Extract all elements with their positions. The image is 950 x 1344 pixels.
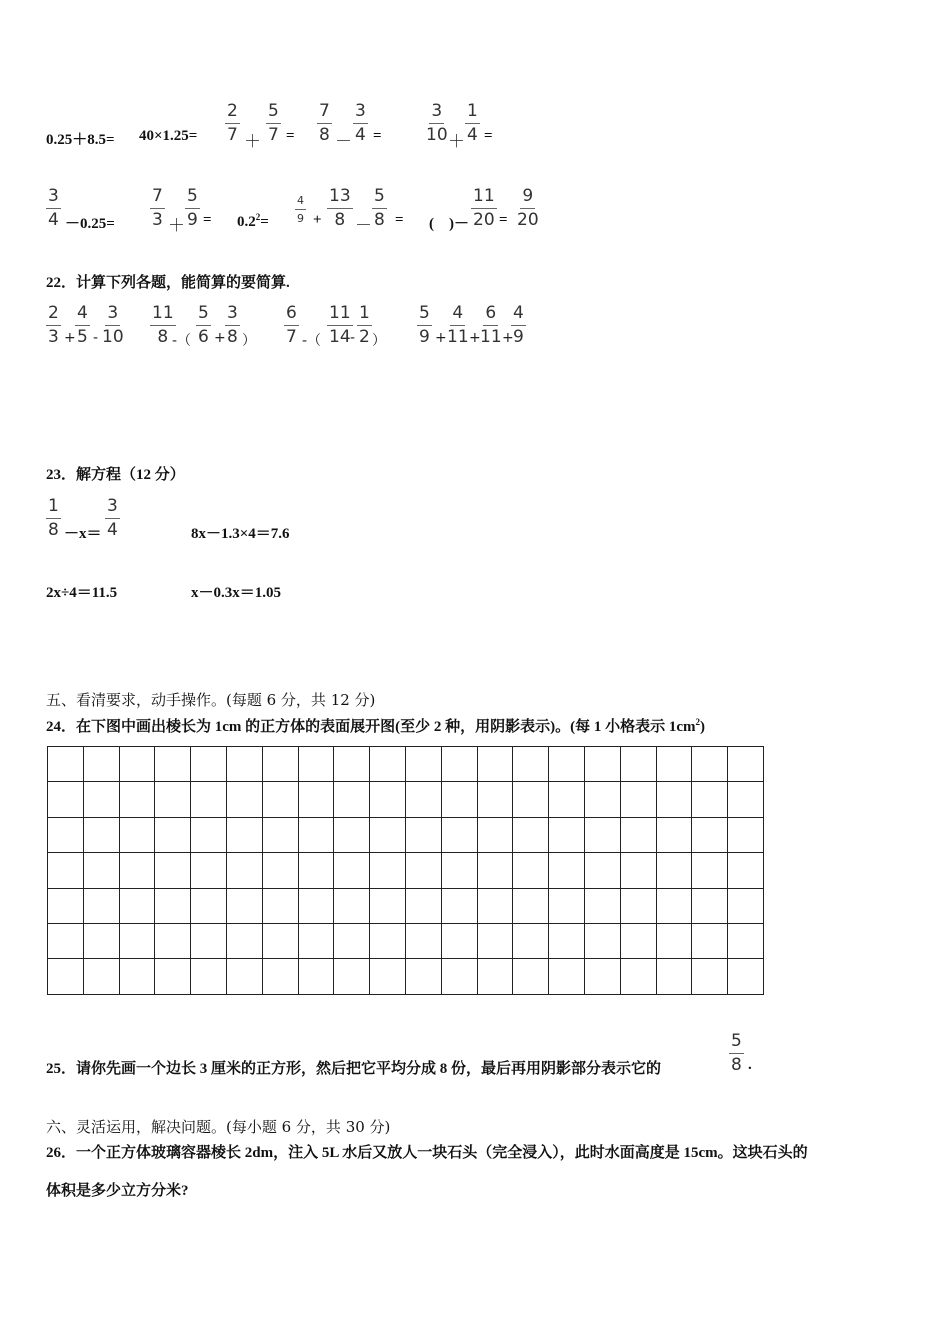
grid-cell[interactable] bbox=[48, 959, 84, 994]
denominator: 9 bbox=[419, 327, 430, 347]
grid-cell[interactable] bbox=[263, 959, 299, 994]
numerator: 1 bbox=[46, 498, 61, 519]
equals: = bbox=[286, 128, 295, 144]
numerator: 5 bbox=[417, 305, 432, 326]
fraction bbox=[417, 305, 432, 346]
grid-cell[interactable] bbox=[585, 959, 621, 994]
grid-cell[interactable] bbox=[370, 818, 406, 853]
q23-title: 23．解方程（12 分） bbox=[46, 467, 185, 483]
grid-cell[interactable] bbox=[621, 889, 657, 924]
grid-cell[interactable] bbox=[692, 853, 728, 888]
denominator: 8 bbox=[374, 210, 385, 230]
grid-cell[interactable] bbox=[155, 782, 191, 817]
grid-cell[interactable] bbox=[728, 747, 764, 782]
grid-cell[interactable] bbox=[48, 818, 84, 853]
fraction bbox=[478, 305, 504, 346]
denominator: 20 bbox=[473, 210, 495, 230]
fraction bbox=[424, 103, 450, 144]
operator: -（ bbox=[302, 333, 322, 349]
grid-cell[interactable] bbox=[692, 818, 728, 853]
grid-cell[interactable] bbox=[370, 924, 406, 959]
q25-end: . bbox=[748, 1057, 752, 1073]
grid-cell[interactable] bbox=[191, 924, 227, 959]
grid-cell[interactable] bbox=[692, 924, 728, 959]
operator: ＋ bbox=[448, 132, 465, 152]
denominator: 8 bbox=[319, 125, 330, 145]
denominator: 5 bbox=[77, 327, 88, 347]
denominator: 9 bbox=[187, 210, 198, 230]
superscript: 2 bbox=[695, 717, 701, 727]
fraction bbox=[266, 103, 281, 144]
grid-cell[interactable] bbox=[621, 853, 657, 888]
grid-cell[interactable] bbox=[263, 818, 299, 853]
grid-cell[interactable] bbox=[370, 889, 406, 924]
grid-cell[interactable] bbox=[227, 782, 263, 817]
grid-cell[interactable] bbox=[191, 818, 227, 853]
numerator: 11 bbox=[150, 305, 176, 326]
operator: + bbox=[214, 330, 226, 346]
grid-cell[interactable] bbox=[621, 747, 657, 782]
grid-cell[interactable] bbox=[299, 818, 335, 853]
grid-cell[interactable] bbox=[299, 889, 335, 924]
grid-cell[interactable] bbox=[478, 747, 514, 782]
grid-cell[interactable] bbox=[549, 959, 585, 994]
grid-cell[interactable] bbox=[728, 818, 764, 853]
grid-cell[interactable] bbox=[155, 853, 191, 888]
denominator: 7 bbox=[268, 125, 279, 145]
grid-cell[interactable] bbox=[48, 924, 84, 959]
equals: = bbox=[395, 212, 404, 228]
grid-cell[interactable] bbox=[692, 782, 728, 817]
fraction bbox=[372, 188, 387, 229]
grid-cell[interactable] bbox=[334, 853, 370, 888]
grid-cell[interactable] bbox=[191, 782, 227, 817]
denominator: 8 bbox=[334, 210, 346, 230]
grid-cell[interactable] bbox=[84, 747, 120, 782]
denominator: 4 bbox=[48, 210, 59, 230]
grid-cell[interactable] bbox=[478, 782, 514, 817]
grid-cell[interactable] bbox=[120, 747, 156, 782]
grid-cell[interactable] bbox=[334, 959, 370, 994]
grid-cell[interactable] bbox=[48, 782, 84, 817]
numerator: 3 bbox=[225, 305, 240, 326]
fraction bbox=[465, 103, 480, 144]
grid-cell[interactable] bbox=[442, 889, 478, 924]
grid-cell[interactable] bbox=[120, 853, 156, 888]
grid-cell[interactable] bbox=[370, 747, 406, 782]
grid-cell[interactable] bbox=[406, 747, 442, 782]
fraction bbox=[225, 103, 240, 144]
numerator: 13 bbox=[327, 188, 353, 209]
grid-cell[interactable] bbox=[370, 782, 406, 817]
grid-cell[interactable] bbox=[728, 889, 764, 924]
grid-cell[interactable] bbox=[478, 959, 514, 994]
grid-cell[interactable] bbox=[334, 747, 370, 782]
operator: － bbox=[335, 132, 352, 152]
grid-cell[interactable] bbox=[227, 747, 263, 782]
fraction bbox=[471, 188, 497, 229]
drawing-grid[interactable] bbox=[47, 746, 764, 995]
numerator: 11 bbox=[327, 305, 353, 326]
equals: = bbox=[484, 128, 493, 144]
grid-cell[interactable] bbox=[406, 889, 442, 924]
fraction bbox=[327, 303, 356, 347]
grid-cell[interactable] bbox=[549, 924, 585, 959]
numerator: 5 bbox=[196, 305, 211, 326]
grid-cell[interactable] bbox=[692, 959, 728, 994]
expr-r1-1: 0.25＋8.5= bbox=[46, 132, 115, 148]
grid-cell[interactable] bbox=[513, 924, 549, 959]
operator: + bbox=[435, 330, 447, 346]
grid-cell[interactable] bbox=[299, 959, 335, 994]
denominator: 11 bbox=[480, 327, 502, 347]
grid-cell[interactable] bbox=[513, 853, 549, 888]
denominator: 20 bbox=[517, 210, 539, 230]
fraction bbox=[185, 188, 200, 229]
grid-cell[interactable] bbox=[120, 889, 156, 924]
grid-cell[interactable] bbox=[155, 924, 191, 959]
fraction bbox=[445, 305, 471, 346]
grid-cell[interactable] bbox=[442, 853, 478, 888]
fraction bbox=[46, 305, 61, 346]
operator: ） bbox=[372, 333, 386, 349]
numerator: 7 bbox=[317, 103, 332, 124]
q25-text: 25．请你先画一个边长 3 厘米的正方形，然后把它平均分成 8 份，最后再用阴影部分表示它的 bbox=[46, 1061, 662, 1077]
equation-2: 8x－1.3×4＝7.6 bbox=[191, 526, 290, 542]
grid-cell[interactable] bbox=[692, 889, 728, 924]
q24-text-main: 24．在下图中画出棱长为 1cm 的正方体的表面展开图(至少 2 种，用阴影表示)。(每 1 小格表示 1cm bbox=[46, 719, 696, 735]
q22-title: 22．计算下列各题，能简算的要简算. bbox=[46, 275, 290, 291]
numerator: 5 bbox=[729, 1033, 744, 1054]
numerator: 4 bbox=[450, 305, 465, 326]
grid-cell[interactable] bbox=[692, 747, 728, 782]
grid-cell[interactable] bbox=[657, 747, 693, 782]
denominator: 4 bbox=[355, 125, 366, 145]
grid-cell[interactable] bbox=[513, 818, 549, 853]
grid-cell[interactable] bbox=[728, 959, 764, 994]
grid-cell[interactable] bbox=[513, 889, 549, 924]
grid-cell[interactable] bbox=[549, 747, 585, 782]
denominator: 7 bbox=[286, 327, 297, 347]
grid-cell[interactable] bbox=[227, 818, 263, 853]
expr-r1-2: 40×1.25= bbox=[139, 128, 198, 144]
denominator: 7 bbox=[227, 125, 238, 145]
operator: -（ bbox=[172, 333, 192, 349]
fraction bbox=[75, 305, 90, 346]
fraction bbox=[357, 305, 372, 346]
numerator: 6 bbox=[284, 305, 299, 326]
q26-line2: 体积是多少立方分米? bbox=[46, 1183, 189, 1199]
numerator: 6 bbox=[483, 305, 498, 326]
denominator: 8 bbox=[157, 327, 169, 347]
fraction bbox=[327, 188, 353, 229]
numerator: 9 bbox=[520, 188, 535, 209]
grid-cell[interactable] bbox=[406, 782, 442, 817]
grid-cell[interactable] bbox=[621, 959, 657, 994]
grid-cell[interactable] bbox=[120, 818, 156, 853]
numerator: 3 bbox=[105, 498, 120, 519]
denominator: 3 bbox=[152, 210, 163, 230]
blank-expr: ( )－ bbox=[429, 216, 469, 232]
grid-cell[interactable] bbox=[227, 924, 263, 959]
grid-cell[interactable] bbox=[84, 924, 120, 959]
denominator: 8 bbox=[731, 1055, 742, 1075]
grid-cell[interactable] bbox=[155, 818, 191, 853]
grid-cell[interactable] bbox=[513, 959, 549, 994]
grid-cell[interactable] bbox=[728, 853, 764, 888]
grid-cell[interactable] bbox=[334, 889, 370, 924]
grid-cell[interactable] bbox=[155, 889, 191, 924]
grid-cell[interactable] bbox=[263, 747, 299, 782]
grid-cell[interactable] bbox=[442, 959, 478, 994]
denominator: 10 bbox=[102, 327, 124, 347]
grid-cell[interactable] bbox=[585, 889, 621, 924]
grid-cell[interactable] bbox=[263, 853, 299, 888]
numerator: 2 bbox=[225, 103, 240, 124]
denominator: 10 bbox=[426, 125, 448, 145]
grid-cell[interactable] bbox=[120, 959, 156, 994]
grid-cell[interactable] bbox=[84, 853, 120, 888]
grid-cell[interactable] bbox=[442, 747, 478, 782]
numerator: 1 bbox=[465, 103, 480, 124]
numerator: 3 bbox=[46, 188, 61, 209]
q24-text bbox=[46, 715, 705, 736]
grid-cell[interactable] bbox=[191, 889, 227, 924]
grid-cell[interactable] bbox=[299, 747, 335, 782]
equals: = bbox=[499, 212, 508, 228]
grid-cell[interactable] bbox=[442, 818, 478, 853]
grid-cell[interactable] bbox=[585, 747, 621, 782]
operator: ） bbox=[242, 333, 256, 349]
grid-cell[interactable] bbox=[478, 853, 514, 888]
fraction bbox=[225, 305, 240, 346]
expr-power bbox=[237, 212, 269, 231]
grid-cell[interactable] bbox=[478, 889, 514, 924]
fraction bbox=[150, 188, 165, 229]
numerator: 5 bbox=[185, 188, 200, 209]
numerator: 5 bbox=[266, 103, 281, 124]
section6-title: 六、灵活运用，解决问题。(每小题 6 分，共 30 分) bbox=[46, 1118, 391, 1136]
grid-cell[interactable] bbox=[478, 924, 514, 959]
numerator: 11 bbox=[471, 188, 497, 209]
grid-cell[interactable] bbox=[657, 818, 693, 853]
grid-cell[interactable] bbox=[657, 782, 693, 817]
grid-cell[interactable] bbox=[48, 853, 84, 888]
grid-cell[interactable] bbox=[84, 889, 120, 924]
denominator: 4 bbox=[107, 520, 118, 540]
operator: － bbox=[355, 216, 372, 236]
grid-cell[interactable] bbox=[621, 924, 657, 959]
grid-cell[interactable] bbox=[227, 853, 263, 888]
fraction bbox=[46, 188, 61, 229]
equals: = bbox=[373, 128, 382, 144]
section5-title: 五、看清要求，动手操作。(每题 6 分，共 12 分) bbox=[46, 691, 376, 709]
grid-cell[interactable] bbox=[657, 924, 693, 959]
grid-cell[interactable] bbox=[299, 853, 335, 888]
grid-cell[interactable] bbox=[406, 853, 442, 888]
fraction bbox=[100, 305, 126, 346]
grid-cell[interactable] bbox=[155, 959, 191, 994]
denominator: 11 bbox=[447, 327, 469, 347]
operator: + bbox=[502, 330, 514, 346]
equals: = bbox=[260, 214, 269, 230]
grid-cell[interactable] bbox=[191, 959, 227, 994]
fraction bbox=[196, 305, 211, 346]
grid-cell[interactable] bbox=[155, 747, 191, 782]
denominator: 8 bbox=[227, 327, 238, 347]
grid-cell[interactable] bbox=[334, 924, 370, 959]
denominator: 9 bbox=[513, 327, 524, 347]
fraction bbox=[105, 498, 120, 539]
equation-middle: －x＝ bbox=[64, 526, 102, 542]
denominator: 9 bbox=[297, 212, 304, 225]
numerator: 1 bbox=[357, 305, 372, 326]
grid-cell[interactable] bbox=[191, 853, 227, 888]
grid-cell[interactable] bbox=[549, 889, 585, 924]
expr-r2-1: －0.25= bbox=[65, 216, 115, 232]
numerator: 5 bbox=[372, 188, 387, 209]
numerator: 4 bbox=[75, 305, 90, 326]
grid-cell[interactable] bbox=[585, 853, 621, 888]
numerator: 4 bbox=[511, 305, 526, 326]
grid-cell[interactable] bbox=[299, 782, 335, 817]
grid-cell[interactable] bbox=[334, 782, 370, 817]
denominator: 6 bbox=[198, 327, 209, 347]
grid-cell[interactable] bbox=[191, 747, 227, 782]
grid-cell[interactable] bbox=[84, 959, 120, 994]
grid-cell[interactable] bbox=[549, 853, 585, 888]
fraction bbox=[46, 498, 61, 539]
denominator: 3 bbox=[48, 327, 59, 347]
grid-cell[interactable] bbox=[478, 818, 514, 853]
grid-cell[interactable] bbox=[406, 924, 442, 959]
grid-cell[interactable] bbox=[621, 782, 657, 817]
grid-cell[interactable] bbox=[585, 782, 621, 817]
grid-cell[interactable] bbox=[621, 818, 657, 853]
grid-cell[interactable] bbox=[728, 924, 764, 959]
grid-cell[interactable] bbox=[334, 818, 370, 853]
grid-cell[interactable] bbox=[370, 959, 406, 994]
equation-4: x－0.3x＝1.05 bbox=[191, 585, 282, 601]
operator: - bbox=[93, 330, 99, 346]
denominator: 2 bbox=[359, 327, 370, 347]
exponent: 2 bbox=[255, 212, 261, 222]
fraction bbox=[284, 305, 299, 346]
grid-cell[interactable] bbox=[442, 782, 478, 817]
grid-cell[interactable] bbox=[549, 782, 585, 817]
grid-cell[interactable] bbox=[657, 959, 693, 994]
numerator: 3 bbox=[105, 305, 120, 326]
denominator: 14 bbox=[329, 327, 351, 347]
grid-cell[interactable] bbox=[370, 853, 406, 888]
grid-cell[interactable] bbox=[120, 924, 156, 959]
grid-cell[interactable] bbox=[513, 782, 549, 817]
fraction bbox=[353, 103, 368, 144]
grid-cell[interactable] bbox=[657, 889, 693, 924]
grid-cell[interactable] bbox=[585, 924, 621, 959]
equals: = bbox=[203, 212, 212, 228]
grid-cell[interactable] bbox=[585, 818, 621, 853]
grid-cell[interactable] bbox=[513, 747, 549, 782]
grid-cell[interactable] bbox=[728, 782, 764, 817]
fraction bbox=[729, 1033, 744, 1074]
operator: + bbox=[64, 330, 76, 346]
grid-cell[interactable] bbox=[48, 889, 84, 924]
grid-cell[interactable] bbox=[406, 959, 442, 994]
grid-cell[interactable] bbox=[406, 818, 442, 853]
operator: + bbox=[469, 330, 481, 346]
grid-cell[interactable] bbox=[120, 782, 156, 817]
grid-cell[interactable] bbox=[227, 959, 263, 994]
grid-cell[interactable] bbox=[299, 924, 335, 959]
grid-cell[interactable] bbox=[442, 924, 478, 959]
fraction bbox=[295, 195, 306, 224]
numerator: 3 bbox=[429, 103, 444, 124]
grid-cell[interactable] bbox=[48, 747, 84, 782]
q26-line1: 26．一个正方体玻璃容器棱长 2dm，注入 5L 水后又放人一块石头（完全浸入），此时水面高度是 15cm。这块石头的 bbox=[46, 1145, 808, 1161]
grid-cell[interactable] bbox=[263, 782, 299, 817]
numerator: 4 bbox=[295, 195, 306, 210]
operator: + bbox=[313, 212, 322, 228]
fraction bbox=[317, 103, 332, 144]
fraction bbox=[511, 305, 526, 346]
grid-cell[interactable] bbox=[84, 782, 120, 817]
equation-3: 2x÷4＝11.5 bbox=[46, 585, 118, 601]
base: 0.2 bbox=[237, 214, 256, 230]
numerator: 7 bbox=[150, 188, 165, 209]
grid-cell[interactable] bbox=[263, 889, 299, 924]
denominator: 4 bbox=[467, 125, 478, 145]
operator: ＋ bbox=[168, 216, 185, 236]
grid-cell[interactable] bbox=[84, 818, 120, 853]
grid-cell[interactable] bbox=[549, 818, 585, 853]
operator: ＋ bbox=[244, 132, 261, 152]
fraction bbox=[515, 188, 541, 229]
grid-cell[interactable] bbox=[263, 924, 299, 959]
operator: - bbox=[350, 330, 356, 346]
grid-cell[interactable] bbox=[657, 853, 693, 888]
numerator: 3 bbox=[353, 103, 368, 124]
numerator: 2 bbox=[46, 305, 61, 326]
denominator: 8 bbox=[48, 520, 59, 540]
q24-text-end: ) bbox=[700, 719, 706, 735]
grid-cell[interactable] bbox=[227, 889, 263, 924]
